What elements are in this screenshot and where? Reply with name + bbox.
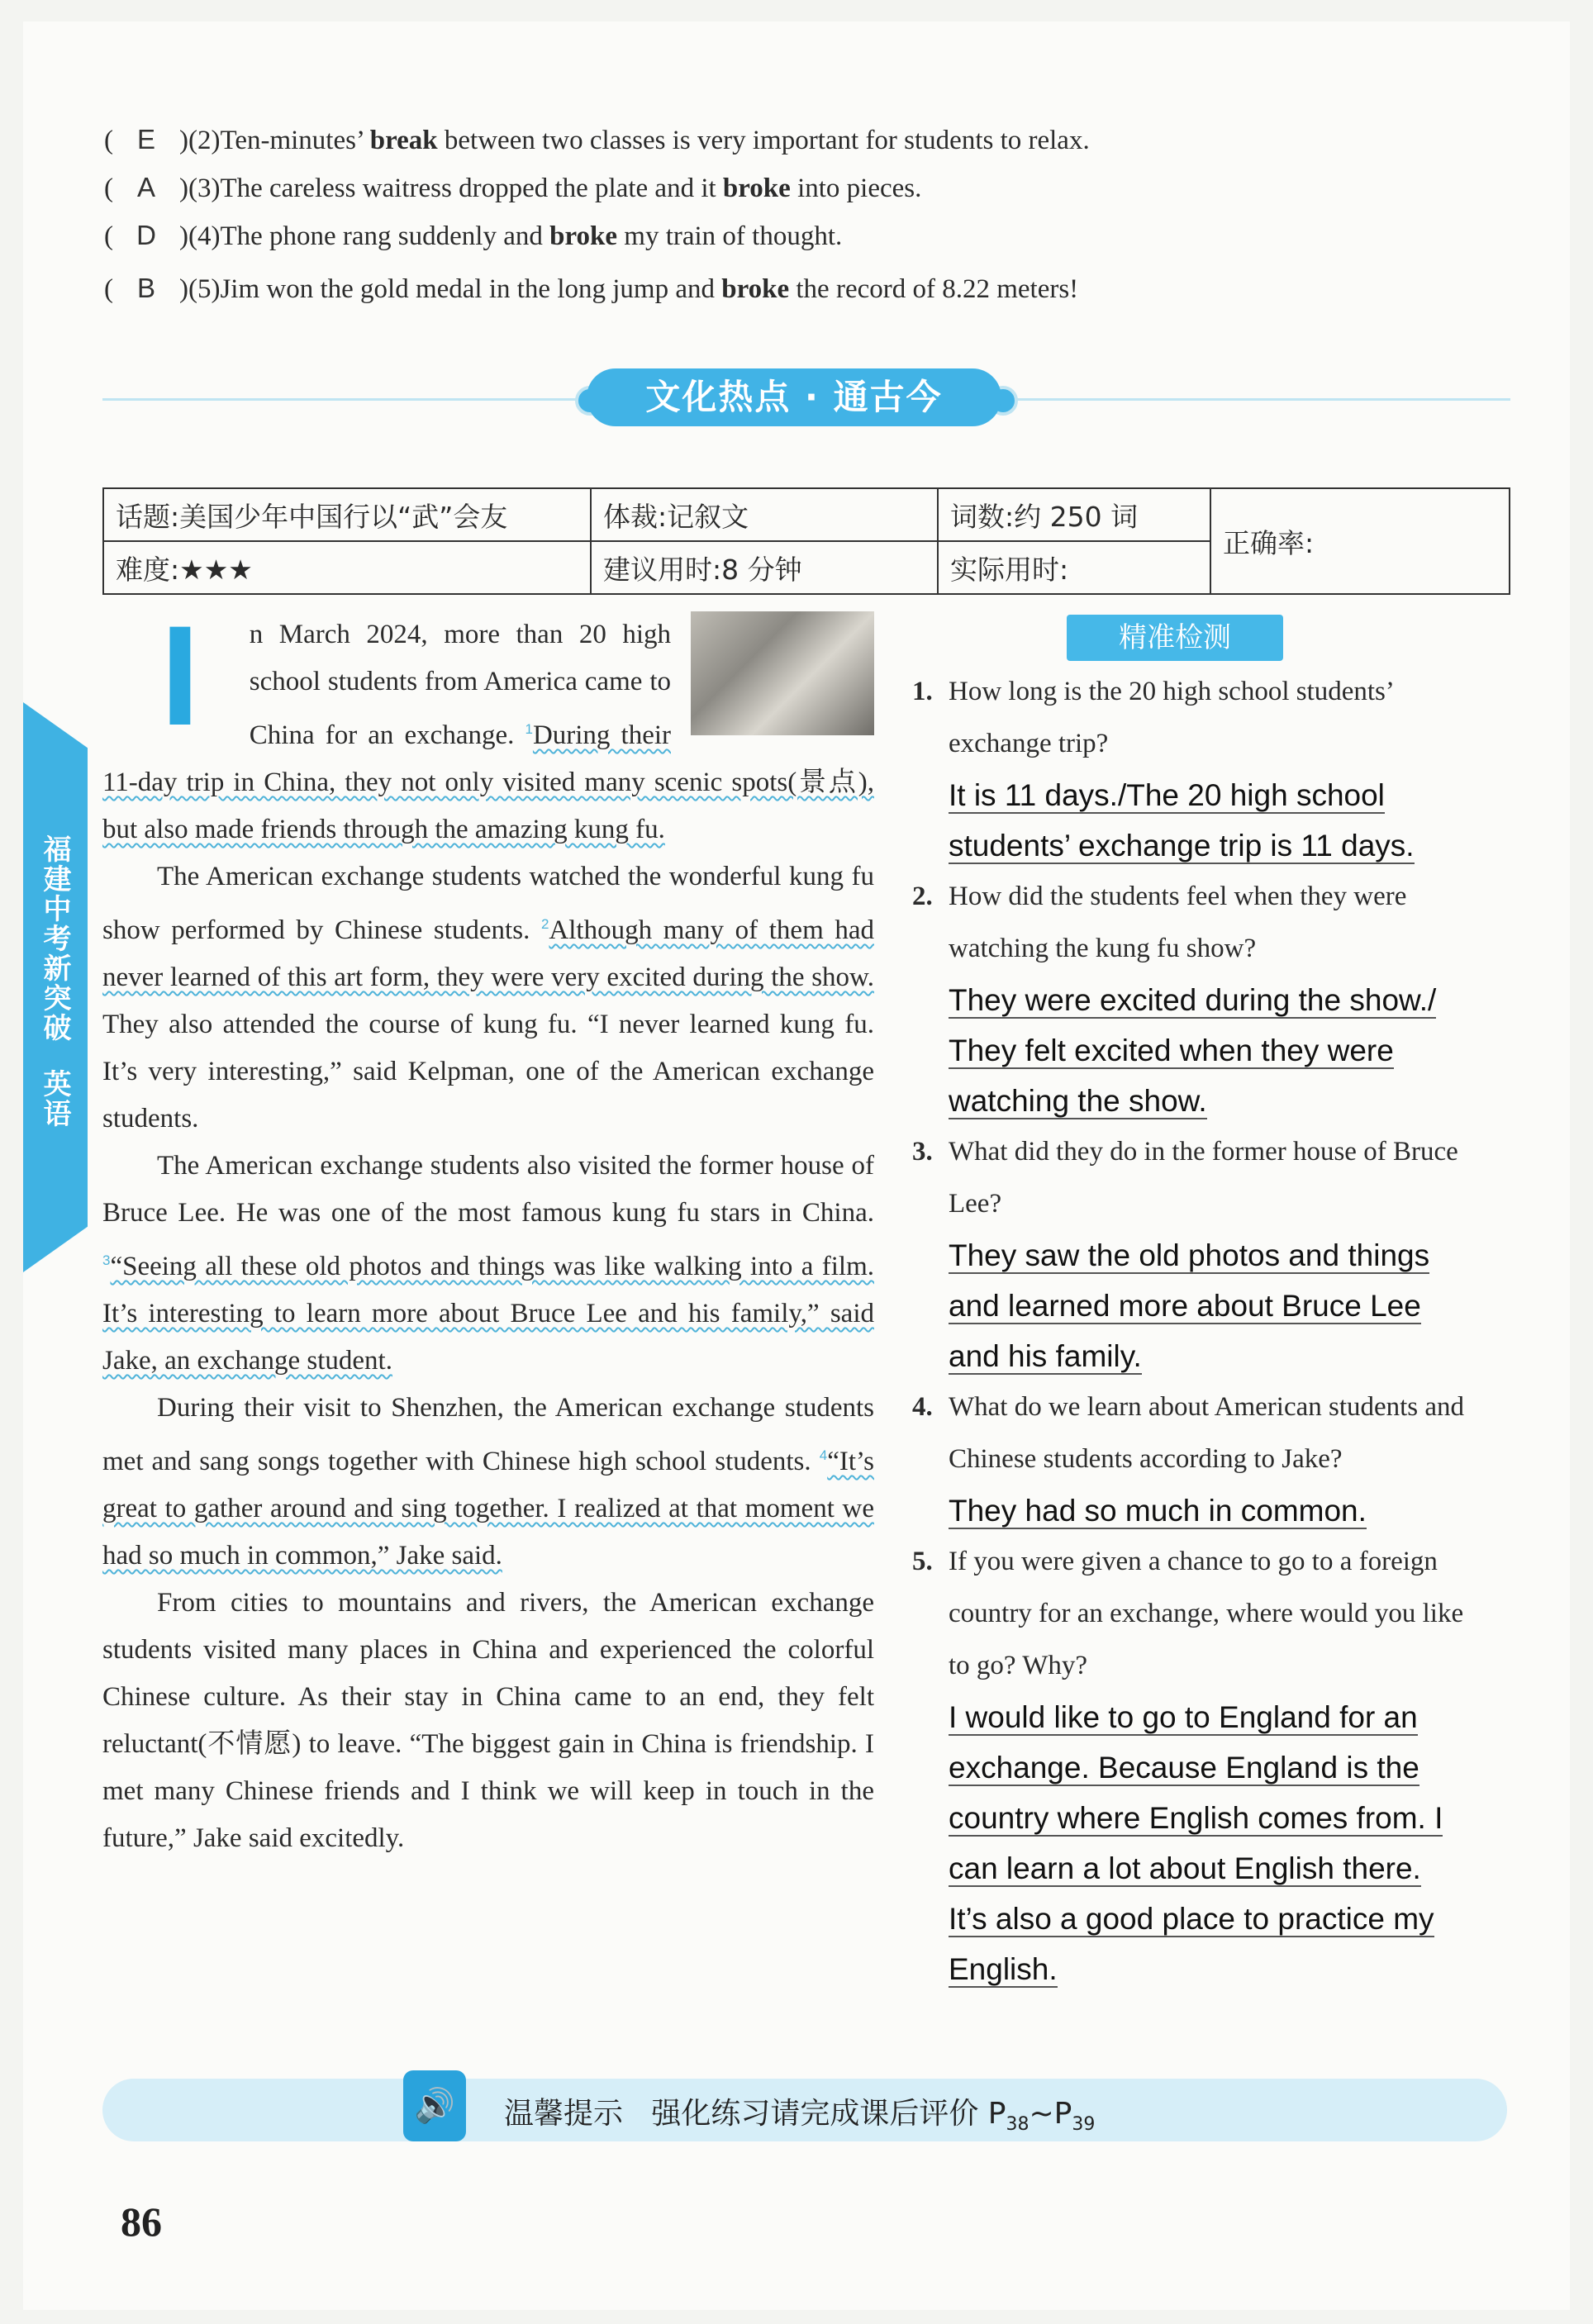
tip-page-end: 39 [1072, 2114, 1096, 2136]
answer-line: They had so much in common. [949, 1494, 1367, 1528]
answer-4: D [136, 220, 156, 250]
exercise-text: )(3)The careless waitress dropped the plate and it [179, 173, 723, 203]
article [102, 596, 875, 1862]
keyword: broke [722, 173, 791, 203]
tip-range-sep: ~P [1029, 2097, 1072, 2131]
bracket-open: ( [104, 221, 113, 251]
answer-5-line5 [949, 1894, 1482, 1944]
genre-cell: 体裁:记叙文 [591, 488, 938, 541]
answer-line: It’s also a good place to practice my [949, 1902, 1434, 1936]
answer-5 [949, 1692, 1482, 1742]
question-number: 3. [912, 1137, 933, 1167]
answer-5-line3 [949, 1793, 1482, 1843]
marker-1: 1 [525, 721, 533, 737]
question-text: If you were given a chance to go to a foreign country for an exchange, where would you like to go? Why? [949, 1547, 1464, 1680]
question-3 [912, 1126, 1482, 1230]
info-table [102, 487, 1510, 595]
banner-rule-right [1006, 398, 1510, 401]
tip-message: 强化练习请完成课后评价 P [651, 2097, 1006, 2131]
answer-3: A [136, 172, 155, 202]
exercise-text-rest: the record of 8.22 meters! [789, 274, 1079, 304]
tip-label: 温馨提示 [504, 2097, 624, 2131]
answer-1-line2 [949, 820, 1482, 871]
question-5 [912, 1536, 1482, 1692]
marker-3: 3 [102, 1252, 111, 1268]
answer-3 [949, 1230, 1482, 1281]
answer-5-line6 [949, 1944, 1482, 1994]
side-tab-text [33, 834, 71, 1129]
answer-3-line2 [949, 1281, 1482, 1331]
exercise-text-rest: between two classes is very important for students to relax. [437, 126, 1090, 155]
key-sentence-2: Although many of them had never learned of this art form, they were very excited during the show. [102, 915, 875, 992]
question-number: 5. [912, 1547, 933, 1576]
difficulty-cell: 难度:★★★ [103, 541, 591, 594]
keyword: broke [721, 274, 790, 304]
key-sentence-1: During their 11-day trip in China, they not only visited many scenic spots(景点), but also made friends through the amazing kung fu. [102, 720, 874, 844]
tip-text [504, 2090, 1095, 2135]
question-number: 4. [912, 1392, 933, 1422]
side-tab-label: 福建中考新突破 [38, 834, 71, 1043]
question-text: How did the students feel when they were watching the kung fu show? [949, 882, 1407, 963]
exercise-4 [104, 220, 842, 252]
paragraph-text: During their visit to Shenzhen, the American exchange students met and sang songs together with Chinese high school students. [102, 1393, 874, 1476]
answer-4 [949, 1485, 1482, 1536]
exercise-5 [104, 273, 1078, 305]
article-paragraph-5: From cities to mountains and rivers, the American exchange students visited many places in China and experienced the colorful Chinese culture. As their stay in China came to an end, they felt reluctant(不情愿) to leave. “The biggest gain in China is friendship. I met many Chinese friends and I think we will keep in touch in the future,” Jake said excitedly. [102, 1588, 874, 1853]
exercise-text-rest: my train of thought. [617, 221, 843, 251]
exercise-2 [104, 124, 1090, 156]
key-sentence-4: “It’s great to gather around and sing together. I realized at that moment we had so much in common,” Jake said. [102, 1447, 875, 1571]
answer-5: B [136, 273, 155, 303]
exercise-text: )(5)Jim won the gold medal in the long jump and [179, 274, 722, 304]
answer-line: and learned more about Bruce Lee [949, 1289, 1421, 1323]
question-text: What did they do in the former house of Bruce Lee? [949, 1137, 1458, 1219]
question-number: 1. [912, 677, 933, 706]
answer-line: watching the show. [949, 1084, 1207, 1118]
answer-line: can learn a lot about English there. [949, 1851, 1421, 1885]
article-photo [691, 611, 874, 735]
paragraph-text: The American exchange students also visited the former house of Bruce Lee. He was one of the most famous kung fu stars in China. [102, 1151, 874, 1228]
answer-line: They felt excited when they were [949, 1034, 1394, 1067]
marker-2: 2 [540, 916, 549, 932]
topic-cell: 话题:美国少年中国行以“武”会友 [103, 488, 591, 541]
suggested-time-cell: 建议用时:8 分钟 [591, 541, 938, 594]
answer-line: exchange. Because England is the [949, 1751, 1419, 1785]
tip-page-start: 38 [1006, 2114, 1030, 2136]
answer-line: It is 11 days./The 20 high school [949, 778, 1385, 812]
answer-line: I would like to go to England for an [949, 1700, 1418, 1734]
paragraph-text: n March 2024, more than 20 high school students from America came to China for an exchange. [249, 620, 671, 750]
answer-line: students’ exchange trip is 11 days. [949, 829, 1415, 863]
exercise-3 [104, 172, 921, 204]
question-text: How long is the 20 high school students’ exchange trip? [949, 677, 1393, 758]
key-sentence-3: “Seeing all these old photos and things was like walking into a film. It’s interesting to learn more about Bruce Lee and his family,” said Jake, an exchange student. [102, 1252, 874, 1376]
question-2 [912, 871, 1482, 975]
bracket-open: ( [104, 126, 113, 155]
answer-1 [949, 770, 1482, 820]
answer-3-line3 [949, 1331, 1482, 1381]
article-paragraph-1 [102, 596, 874, 853]
answer-5-line4 [949, 1843, 1482, 1894]
bracket-open: ( [104, 173, 113, 203]
answer-5-line2 [949, 1742, 1482, 1793]
answer-2-line3 [949, 1076, 1482, 1126]
answer-line: They were excited during the show./ [949, 983, 1437, 1017]
speaker-icon: 🔊 [403, 2070, 466, 2141]
section-banner: 文化热点 · 通古今 [587, 368, 1001, 426]
banner-rule-left [102, 398, 582, 401]
exercise-text: )(4)The phone rang suddenly and [179, 221, 550, 251]
answer-2 [949, 975, 1482, 1025]
word-count-cell: 词数:约 250 词 [938, 488, 1210, 541]
questions-column [912, 615, 1482, 1994]
question-4 [912, 1381, 1482, 1485]
article-paragraph-3 [102, 1143, 874, 1385]
marker-4: 4 [819, 1447, 828, 1463]
answer-line: and his family. [949, 1339, 1142, 1373]
paragraph-text-end: They also attended the course of kung fu. “I never learned kung fu. It’s very interesting,” said Kelpman, one of the American exchange students. [102, 1010, 874, 1133]
accuracy-cell: 正确率: [1210, 488, 1510, 594]
article-paragraph-4 [102, 1385, 874, 1580]
question-text: What do we learn about American students and Chinese students according to Jake? [949, 1392, 1465, 1474]
actual-time-cell: 实际用时: [938, 541, 1210, 594]
keyword: broke [549, 221, 618, 251]
article-paragraph-2 [102, 853, 874, 1143]
drop-cap: I [160, 596, 200, 755]
answer-2: E [136, 124, 155, 154]
question-1 [912, 666, 1482, 770]
keyword: break [369, 126, 438, 155]
page-number: 86 [121, 2198, 162, 2245]
answer-line: country where English comes from. I [949, 1801, 1443, 1835]
exercise-text-rest: into pieces. [790, 173, 922, 203]
paragraph-text: The American exchange students watched the wonderful kung fu show performed by Chinese students. [102, 862, 874, 945]
side-tab-subject: 英语 [38, 1068, 71, 1129]
bracket-open: ( [104, 274, 113, 304]
answer-line: English. [949, 1952, 1058, 1986]
exercise-text: )(2)Ten-minutes’ [179, 126, 370, 155]
answer-2-line2 [949, 1025, 1482, 1076]
questions-header: 精准检测 [1067, 615, 1283, 661]
question-number: 2. [912, 882, 933, 911]
answer-line: They saw the old photos and things [949, 1238, 1430, 1272]
